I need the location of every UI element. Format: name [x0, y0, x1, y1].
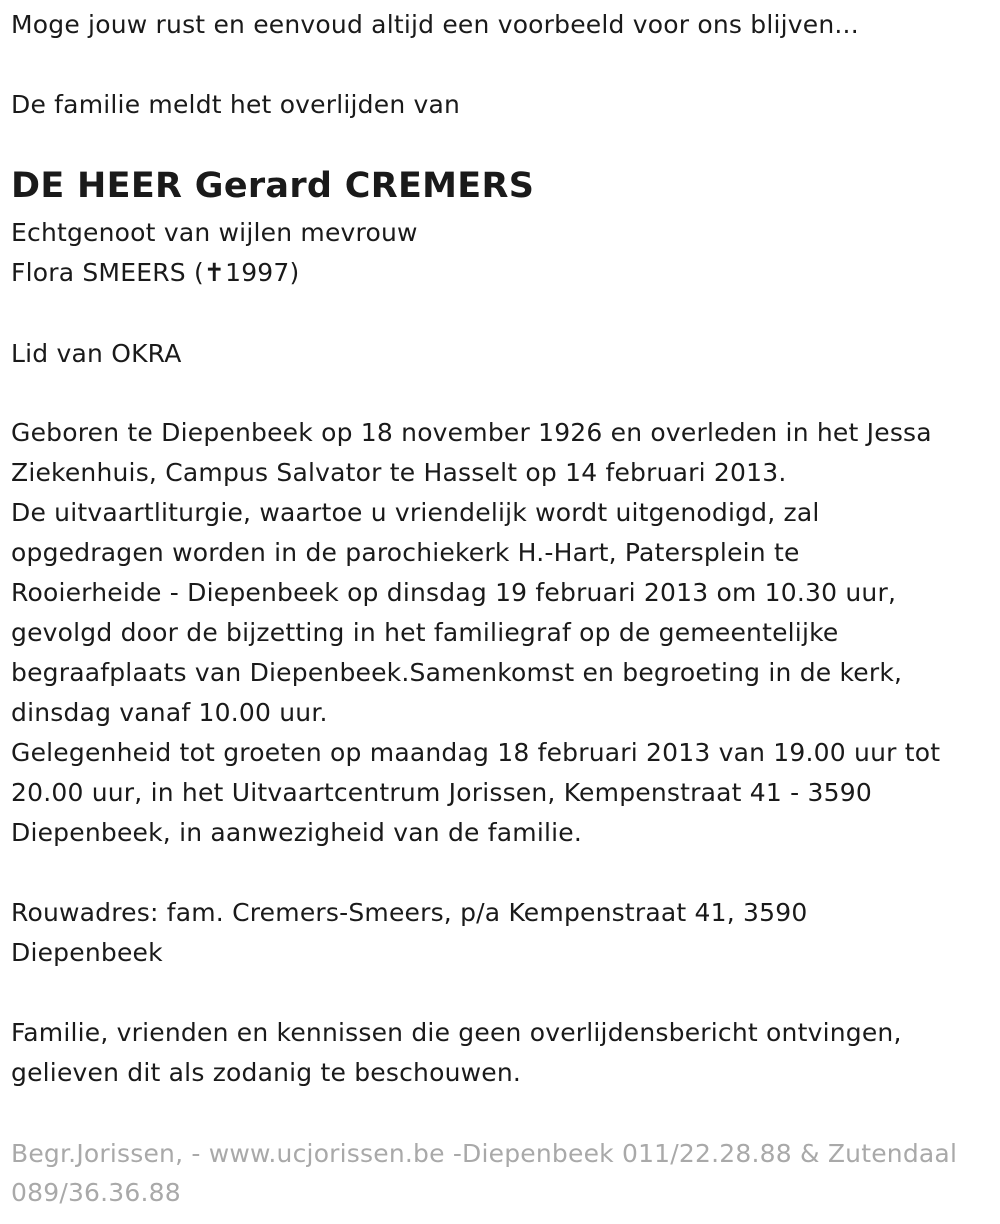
footer-line: 089/36.36.88	[11, 1178, 181, 1207]
details-line: opgedragen worden in de parochiekerk H.-Hart, Patersplein te	[11, 538, 800, 567]
details-line: Geboren te Diepenbeek op 18 november 1926 en overleden in het Jessa	[11, 418, 932, 447]
details-line: Gelegenheid tot groeten op maandag 18 februari 2013 van 19.00 uur tot	[11, 738, 941, 767]
spouse-line-1: Echtgenoot van wijlen mevrouw	[11, 218, 418, 247]
details-line: De uitvaartliturgie, waartoe u vriendelijk wordt uitgenodigd, zal	[11, 498, 820, 527]
details-line: begraafplaats van Diepenbeek.Samenkomst en begroeting in de kerk,	[11, 658, 903, 687]
details-line: Ziekenhuis, Campus Salvator te Hasselt op 14 februari 2013.	[11, 458, 787, 487]
membership-text: Lid van OKRA	[11, 339, 182, 368]
spouse-line-2: Flora SMEERS (✝1997)	[11, 258, 300, 287]
details-line: 20.00 uur, in het Uitvaartcentrum Jorissen, Kempenstraat 41 - 3590	[11, 778, 872, 807]
details-line: dinsdag vanaf 10.00 uur.	[11, 698, 328, 727]
details-line: Rooierheide - Diepenbeek op dinsdag 19 februari 2013 om 10.30 uur,	[11, 578, 897, 607]
mourning-address-line: Rouwadres: fam. Cremers-Smeers, p/a Kempenstraat 41, 3590	[11, 898, 808, 927]
mourning-address-line: Diepenbeek	[11, 938, 163, 967]
details-line: gevolgd door de bijzetting in het familiegraf op de gemeentelijke	[11, 618, 839, 647]
closing-note-line: Familie, vrienden en kennissen die geen overlijdensbericht ontvingen,	[11, 1018, 902, 1047]
details-line: Diepenbeek, in aanwezigheid van de familie.	[11, 818, 582, 847]
deceased-name: DE HEER Gerard CREMERS	[11, 166, 535, 206]
footer-line: Begr.Jorissen, - www.ucjorissen.be -Diepenbeek 011/22.28.88 & Zutendaal	[11, 1139, 958, 1168]
announcement-text: De familie meldt het overlijden van	[11, 90, 461, 119]
opening-quote: Moge jouw rust en eenvoud altijd een voorbeeld voor ons blijven...	[11, 10, 859, 39]
closing-note-line: gelieven dit als zodanig te beschouwen.	[11, 1058, 522, 1087]
